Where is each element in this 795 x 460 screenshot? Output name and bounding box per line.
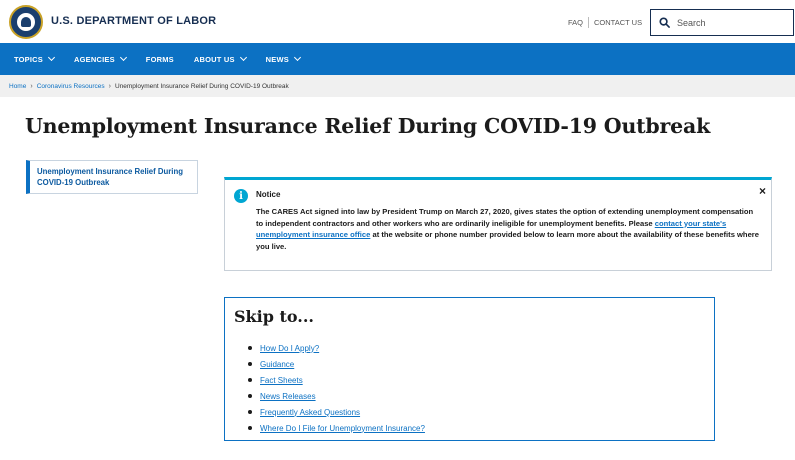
list-item (248, 404, 425, 420)
utility-links (568, 17, 642, 28)
nav-item-label: TOPICS (14, 54, 43, 64)
skip-link-how-do-i-apply[interactable]: How Do I Apply? (260, 343, 320, 353)
nav-item-label: AGENCIES (74, 54, 115, 64)
dol-seal-logo[interactable] (9, 5, 43, 39)
chevron-right-icon: › (30, 82, 33, 90)
nav-item-label: ABOUT US (193, 54, 235, 64)
chevron-down-icon (120, 54, 127, 61)
site-header (0, 0, 795, 43)
chevron-down-icon (48, 54, 55, 61)
skip-link-faq[interactable]: Frequently Asked Questions (260, 407, 361, 417)
search-input[interactable] (677, 18, 787, 28)
nav-item-label: NEWS (265, 54, 289, 64)
search-icon[interactable] (651, 17, 677, 28)
nav-item-agencies[interactable] (74, 55, 126, 64)
side-nav-item-unemployment-relief[interactable]: Unemployment Insurance Relief During COVID-19 Outbreak (37, 167, 184, 187)
utility-divider (588, 17, 589, 28)
skip-to-list (248, 340, 425, 436)
skip-link-news-releases[interactable]: News Releases (260, 391, 316, 401)
nav-item-about-us[interactable] (194, 55, 246, 64)
faq-link[interactable]: FAQ (568, 18, 584, 27)
notice-text: The CARES Act signed into law by President Trump on March 27, 2020, gives states the option of extending unemployment compensation to independent contractors and other workers who are ordinarily ineligible for unemployment benefits. Please (256, 207, 754, 228)
page-title: Unemployment Insurance Relief During COVID-19 Outbreak (25, 114, 711, 138)
agency-name[interactable]: U.S. DEPARTMENT OF LABOR (51, 15, 217, 27)
search-box (650, 9, 794, 36)
seal-inner (15, 11, 37, 33)
main-nav (0, 43, 795, 75)
list-item (248, 356, 425, 372)
chevron-down-icon (294, 54, 301, 61)
breadcrumb (0, 75, 795, 97)
skip-link-where-to-file[interactable]: Where Do I File for Unemployment Insurance? (260, 423, 425, 433)
list-item (248, 388, 425, 404)
nav-item-topics[interactable] (14, 55, 54, 64)
chevron-down-icon (240, 54, 247, 61)
notice-alert (224, 177, 772, 271)
skip-link-fact-sheets[interactable]: Fact Sheets (260, 375, 303, 385)
breadcrumb-home[interactable]: Home (9, 82, 27, 90)
breadcrumb-current: Unemployment Insurance Relief During COVID-19 Outbreak (114, 82, 289, 90)
state-ui-office-link[interactable]: contact your state's unemployment insurance office (256, 218, 727, 240)
notice-heading: Notice (256, 190, 281, 199)
notice-body (256, 206, 761, 253)
breadcrumb-coronavirus-resources[interactable]: Coronavirus Resources (36, 82, 105, 90)
contact-us-link[interactable]: CONTACT US (594, 18, 643, 27)
chevron-right-icon: › (108, 82, 111, 90)
skip-to-title: Skip to... (234, 307, 314, 326)
notice-text: at the website or phone number provided below to learn more about the availability of these benefits where you live. (256, 230, 759, 252)
close-icon[interactable]: × (758, 184, 766, 198)
nav-item-label: FORMS (145, 54, 174, 64)
nav-item-news[interactable] (266, 55, 300, 64)
nav-item-forms[interactable] (146, 55, 174, 64)
skip-link-guidance[interactable]: Guidance (260, 359, 295, 369)
info-icon: i (234, 189, 248, 203)
list-item (248, 340, 425, 356)
skip-to-box (224, 297, 715, 441)
seal-eagle-icon (21, 17, 31, 27)
list-item (248, 420, 425, 436)
list-item (248, 372, 425, 388)
side-nav (26, 160, 198, 194)
